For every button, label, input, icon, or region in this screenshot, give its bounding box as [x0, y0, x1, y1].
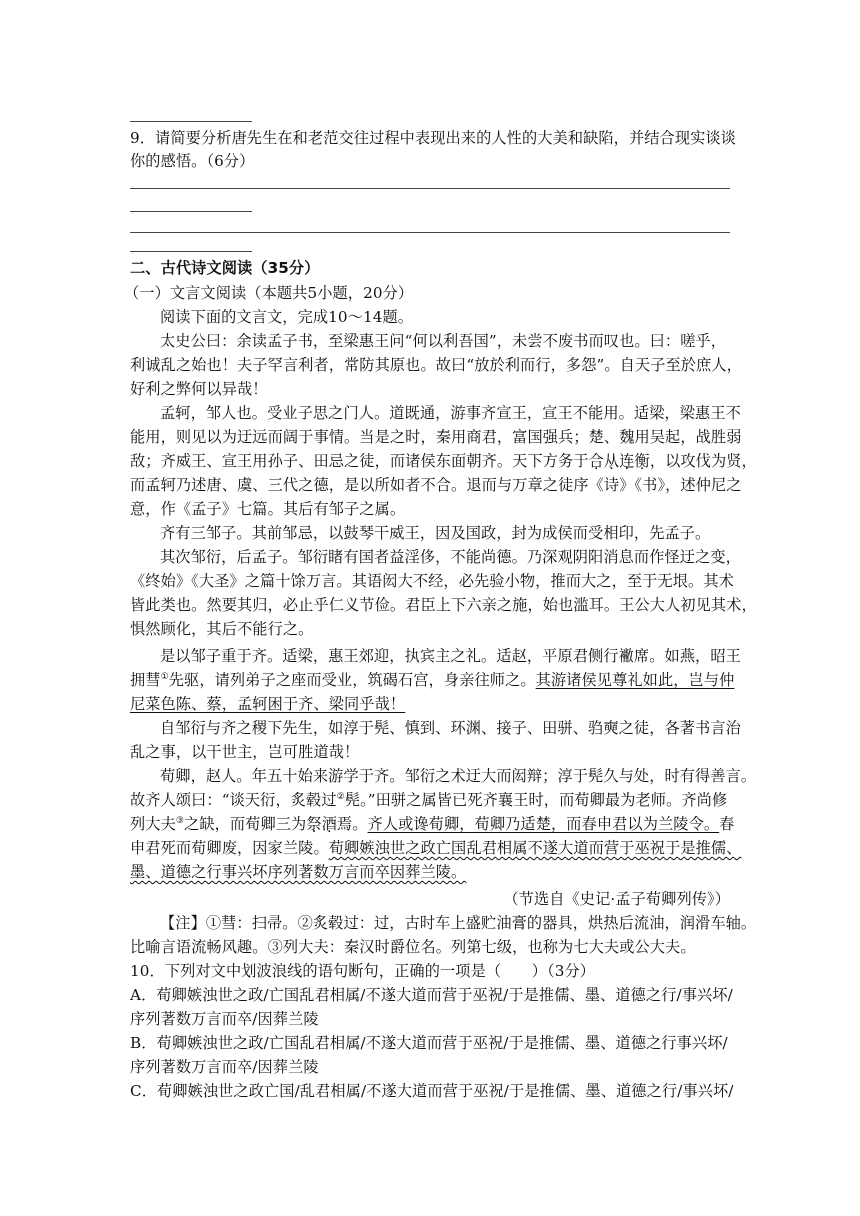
notes-line: 【注】①彗：扫帚。②炙毂过：过，古时车上盛贮油膏的器具，烘热后流油，润滑车轴。	[160, 914, 757, 932]
passage-line: 齐有三邹子。其前邹忌，以鼓琴干威王，因及国政，封为成侯而受相印，先孟子。	[160, 524, 711, 542]
passage-line	[130, 860, 730, 884]
passage-line: 惧然顾化，其后不能行之。	[130, 620, 314, 638]
passage-line: 申君死而荀卿废，因家兰陵。荀卿嫉浊世之政亡国乱君相属不遂大道而营于巫祝于是推儒、	[130, 839, 742, 857]
answer-line	[130, 188, 730, 189]
wavy-sentence: 荀卿嫉浊世之政亡国乱君相属不遂大道而营于巫祝于是推儒、	[328, 839, 742, 857]
passage-line: 利诚乱之始也！夫子罕言利者，常防其原也。故曰“放於利而行，多怨”。自天子至於庶人，	[130, 356, 742, 374]
q9-text-2: 你的感悟。（6分）	[130, 152, 255, 170]
passage-line: 故齐人颂曰：“谈天衍，炙毂过②髡。”田骈之属皆已死齐襄王时，而荀卿最为老师。齐尚修	[130, 791, 728, 809]
passage-line: 《终始》《大圣》之篇十馀万言。其语闳大不经，必先验小物，推而大之，至于无垠。其术	[130, 572, 734, 590]
underlined-sentence: 齐人或谗荀卿，荀卿乃适楚，而春申君以为兰陵令。	[367, 815, 720, 833]
passage-line: 皆此类也。然要其归，必止乎仁义节俭。君臣上下六亲之施，始也滥耳。王公大人初见其术，	[130, 596, 757, 614]
passage-line: 自邹衍与齐之稷下先生，如淳于髡、慎到、环渊、接子、田骈、驺奭之徒，各著书言治	[160, 719, 741, 737]
q9-text-1: 9．请简要分析唐先生在和老范交往过程中表现出来的人性的大美和缺陷，并结合现实谈谈	[130, 129, 736, 147]
option-c: C．荀卿嫉浊世之政亡国/乱君相属/不遂大道而营于巫祝/于是推儒、墨、道德之行/事兴坏/	[130, 1082, 734, 1100]
passage-line: 荀卿，赵人。年五十始来游学于齐。邹衍之术迂大而闳辩；淳于髡久与处，时有得善言。	[160, 767, 757, 785]
note-marker: ②	[336, 792, 345, 802]
passage-line: 敌；齐威王、宣王用孙子、田忌之徒，而诸侯东面朝齐。天下方务于合从连衡，以攻伐为贤，	[130, 452, 757, 470]
answer-line	[130, 211, 252, 212]
option-b: B．荀卿嫉浊世之政/亡国乱君相属/不遂大道而营于巫祝/于是推儒、墨、道德之行事兴坏/	[130, 1034, 728, 1052]
passage-source: （节选自《史记·孟子荀卿列传》）	[503, 890, 730, 908]
passage-line: 孟轲，邹人也。受业子思之门人。道既通，游事齐宣王，宣王不能用。适梁，梁惠王不	[160, 404, 741, 422]
passage-line: 而孟轲乃述唐、虞、三代之德，是以所如者不合。退而与万章之徒序《诗》《书》，述仲尼之	[130, 476, 742, 494]
passage-line: 是以邹子重于齐。适梁，惠王郊迎，执宾主之礼。适赵，平原君侧行襒席。如燕，昭王	[160, 647, 741, 665]
passage-line: 能用，则见以为迂远而阔于事情。当是之时，秦用商君，富国强兵；楚、魏用吴起，战胜弱	[130, 428, 742, 446]
passage-line: 好利之弊何以异哉！	[130, 380, 268, 398]
dotted-char: 酒	[321, 815, 337, 833]
wavy-sentence: 墨、道德之行事兴坏序列著数万言而卒因葬兰陵。	[130, 863, 467, 881]
instruction: 阅读下面的文言文，完成10～14题。	[160, 308, 414, 326]
option-a: A．荀卿嫉浊世之政/亡国乱君相属/不遂大道而营于巫祝/于是推儒、墨、道德之行/事兴坏/	[130, 986, 733, 1004]
dotted-char: 连	[619, 452, 635, 470]
passage-line: 拥彗①先驱，请列弟子之座而受业，筑碣石宫，身亲往师之。其游诸侯见尊礼如此，岂与仲	[130, 671, 735, 689]
option-b-cont: 序列著数万言而卒/因葬兰陵	[130, 1058, 319, 1076]
passage-line: 其次邹衍，后孟子。邹衍睹有国者益淫侈，不能尚德。乃深观阴阳消息而作怪迂之变，	[160, 548, 741, 566]
section-title: 二、古代诗文阅读（35分）	[130, 259, 320, 277]
note-marker: ①	[160, 672, 169, 682]
note-marker: ③	[175, 816, 185, 826]
answer-line	[130, 251, 252, 252]
dotted-char: 合	[588, 452, 604, 470]
underlined-sentence: 尼菜色陈、蔡，孟轲困于齐、梁同乎哉！	[130, 695, 406, 713]
passage-line: 太史公曰：余读孟子书，至梁惠王问“何以利吾国”，未尝不废书而叹也。曰：嗟乎，	[160, 332, 727, 350]
dotted-char: 祭	[306, 815, 322, 833]
passage-line: 列大夫③之缺，而荀卿三为祭酒焉。齐人或谗荀卿，荀卿乃适楚，而春申君以为兰陵令。春	[130, 815, 735, 833]
dotted-char: 衡	[634, 452, 650, 470]
answer-line	[130, 232, 730, 233]
subsection-title: （一）文言文阅读（本题共5小题，20分）	[124, 284, 414, 302]
option-a-cont: 序列著数万言而卒/因葬兰陵	[130, 1010, 319, 1028]
answer-line	[130, 121, 252, 122]
passage-line	[130, 692, 730, 716]
passage-line: 意，作《孟子》七篇。其后有邹子之属。	[130, 500, 406, 518]
q10-stem: 10．下列对文中划波浪线的语句断句，正确的一项是（ ）（3分）	[130, 962, 596, 980]
underlined-sentence: 其游诸侯见尊礼如此，岂与仲	[535, 671, 735, 689]
passage-line: 乱之事，以干世主，岂可胜道哉！	[130, 743, 360, 761]
dotted-char: 从	[603, 452, 620, 470]
notes-line: 比喻言语流畅风趣。③列大夫：秦汉时爵位名。列第七级，也称为七大夫或公大夫。	[130, 938, 696, 956]
